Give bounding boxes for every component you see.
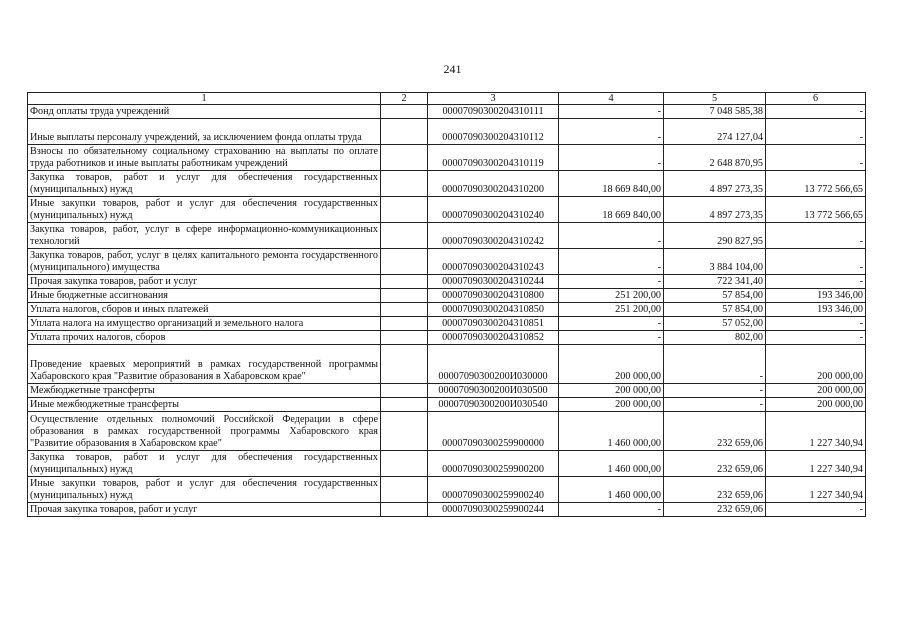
table-row xyxy=(28,317,866,331)
row-code-cell: 00007090300204310112 xyxy=(428,119,559,145)
row-col4-cell: - xyxy=(559,145,664,171)
header-row xyxy=(28,93,866,105)
row-col2-cell xyxy=(381,249,428,275)
row-col4-cell: - xyxy=(559,503,664,517)
row-col2-cell xyxy=(381,398,428,412)
row-col5-cell: 290 827,95 xyxy=(664,223,766,249)
row-code-cell: 00007090300204310243 xyxy=(428,249,559,275)
row-name-cell: Иные межбюджетные трансферты xyxy=(28,398,381,412)
row-col2-cell xyxy=(381,503,428,517)
row-col6-cell: - xyxy=(766,223,866,249)
header-cell-3: 3 xyxy=(428,93,559,105)
row-code-cell: 00007090300204310111 xyxy=(428,105,559,119)
row-col4-cell: 18 669 840,00 xyxy=(559,171,664,197)
row-code-cell: 00007090300200И030500 xyxy=(428,384,559,398)
row-col6-cell: - xyxy=(766,119,866,145)
row-col2-cell xyxy=(381,384,428,398)
row-col5-cell: 232 659,06 xyxy=(664,412,766,451)
row-name-cell: Иные бюджетные ассигнования xyxy=(28,289,381,303)
row-col5-cell: 722 341,40 xyxy=(664,275,766,289)
row-name-cell: Осуществление отдельных полномочий Российской Федерации в сфере образования в рамках государственной программы Хабаровского края "Развитие образования в Хабаровском крае" xyxy=(28,412,381,451)
row-col6-cell: 1 227 340,94 xyxy=(766,412,866,451)
row-col2-cell xyxy=(381,412,428,451)
row-col2-cell xyxy=(381,317,428,331)
row-col5-cell: 57 052,00 xyxy=(664,317,766,331)
table-row xyxy=(28,171,866,197)
header-cell-5: 5 xyxy=(664,93,766,105)
row-name-cell: Уплата прочих налогов, сборов xyxy=(28,331,381,345)
row-col6-cell: - xyxy=(766,145,866,171)
row-code-cell: 00007090300204310851 xyxy=(428,317,559,331)
row-col5-cell: 232 659,06 xyxy=(664,503,766,517)
table-row xyxy=(28,289,866,303)
row-name-cell: Закупка товаров, работ и услуг для обеспечения государственных (муниципальных) нужд xyxy=(28,171,381,197)
row-col2-cell xyxy=(381,477,428,503)
row-name-cell: Взносы по обязательному социальному страхованию на выплаты по оплате труда работников и иные выплаты работникам учреждений xyxy=(28,145,381,171)
table-row xyxy=(28,223,866,249)
row-col4-cell: - xyxy=(559,331,664,345)
row-col4-cell: - xyxy=(559,105,664,119)
row-col2-cell xyxy=(381,105,428,119)
row-col6-cell: 1 227 340,94 xyxy=(766,451,866,477)
row-code-cell: 00007090300259900244 xyxy=(428,503,559,517)
row-col6-cell: 13 772 566,65 xyxy=(766,171,866,197)
row-code-cell: 00007090300204310200 xyxy=(428,171,559,197)
row-col6-cell: 13 772 566,65 xyxy=(766,197,866,223)
page-number: 241 xyxy=(443,62,462,76)
row-col5-cell: 274 127,04 xyxy=(664,119,766,145)
row-code-cell: 00007090300204310244 xyxy=(428,275,559,289)
row-code-cell: 00007090300259900000 xyxy=(428,412,559,451)
row-col6-cell: 200 000,00 xyxy=(766,345,866,384)
row-col4-cell: 1 460 000,00 xyxy=(559,451,664,477)
table-row xyxy=(28,303,866,317)
row-name-cell: Фонд оплаты труда учреждений xyxy=(28,105,381,119)
table-row xyxy=(28,105,866,119)
row-col5-cell: 3 884 104,00 xyxy=(664,249,766,275)
row-col6-cell: - xyxy=(766,331,866,345)
row-col6-cell: - xyxy=(766,105,866,119)
table-row xyxy=(28,345,866,384)
row-col2-cell xyxy=(381,303,428,317)
table-row xyxy=(28,398,866,412)
row-col4-cell: 251 200,00 xyxy=(559,303,664,317)
row-code-cell: 00007090300204310850 xyxy=(428,303,559,317)
row-col5-cell: 2 648 870,95 xyxy=(664,145,766,171)
row-col4-cell: - xyxy=(559,249,664,275)
row-col2-cell xyxy=(381,275,428,289)
table-row xyxy=(28,249,866,275)
row-col4-cell: - xyxy=(559,317,664,331)
row-name-cell: Иные выплаты персоналу учреждений, за исключением фонда оплаты труда xyxy=(28,119,381,145)
row-col6-cell: - xyxy=(766,503,866,517)
table-row xyxy=(28,503,866,517)
row-col2-cell xyxy=(381,119,428,145)
row-col6-cell: 200 000,00 xyxy=(766,384,866,398)
row-name-cell: Закупка товаров, работ, услуг в сфере информационно-коммуникационных технологий xyxy=(28,223,381,249)
row-code-cell: 00007090300204310852 xyxy=(428,331,559,345)
row-code-cell: 00007090300259900240 xyxy=(428,477,559,503)
row-col5-cell: 232 659,06 xyxy=(664,451,766,477)
row-code-cell: 00007090300204310800 xyxy=(428,289,559,303)
header-cell-6: 6 xyxy=(766,93,866,105)
row-col4-cell: 1 460 000,00 xyxy=(559,477,664,503)
table-row xyxy=(28,145,866,171)
row-name-cell: Иные закупки товаров, работ и услуг для обеспечения государственных (муниципальных) нужд xyxy=(28,477,381,503)
row-col5-cell: 232 659,06 xyxy=(664,477,766,503)
row-col4-cell: 200 000,00 xyxy=(559,398,664,412)
row-col5-cell: 7 048 585,38 xyxy=(664,105,766,119)
row-col4-cell: 200 000,00 xyxy=(559,345,664,384)
row-name-cell: Прочая закупка товаров, работ и услуг xyxy=(28,275,381,289)
row-col4-cell: - xyxy=(559,275,664,289)
row-col5-cell: 4 897 273,35 xyxy=(664,197,766,223)
header-cell-1: 1 xyxy=(28,93,381,105)
table-body xyxy=(28,93,866,517)
table-row xyxy=(28,412,866,451)
row-col2-cell xyxy=(381,345,428,384)
row-col2-cell xyxy=(381,223,428,249)
row-name-cell: Межбюджетные трансферты xyxy=(28,384,381,398)
table-row xyxy=(28,384,866,398)
table-row xyxy=(28,119,866,145)
table-row xyxy=(28,451,866,477)
row-name-cell: Закупка товаров, работ и услуг для обеспечения государственных (муниципальных) нужд xyxy=(28,451,381,477)
table-row xyxy=(28,197,866,223)
row-code-cell: 00007090300204310242 xyxy=(428,223,559,249)
row-col4-cell: - xyxy=(559,119,664,145)
row-col5-cell: - xyxy=(664,398,766,412)
row-col5-cell: 4 897 273,35 xyxy=(664,171,766,197)
row-col6-cell: - xyxy=(766,317,866,331)
row-col6-cell: 200 000,00 xyxy=(766,398,866,412)
row-name-cell: Уплата налога на имущество организаций и земельного налога xyxy=(28,317,381,331)
budget-report-table xyxy=(27,92,866,517)
row-name-cell: Иные закупки товаров, работ и услуг для обеспечения государственных (муниципальных) нужд xyxy=(28,197,381,223)
row-col5-cell: - xyxy=(664,384,766,398)
header-cell-2: 2 xyxy=(381,93,428,105)
row-col2-cell xyxy=(381,289,428,303)
row-col4-cell: 200 000,00 xyxy=(559,384,664,398)
row-col2-cell xyxy=(381,197,428,223)
row-col6-cell: 193 346,00 xyxy=(766,303,866,317)
table-row xyxy=(28,331,866,345)
row-col6-cell: 193 346,00 xyxy=(766,289,866,303)
row-col6-cell: - xyxy=(766,275,866,289)
row-col4-cell: 18 669 840,00 xyxy=(559,197,664,223)
row-col6-cell: 1 227 340,94 xyxy=(766,477,866,503)
table-row xyxy=(28,275,866,289)
row-code-cell: 00007090300200И030000 xyxy=(428,345,559,384)
row-col2-cell xyxy=(381,331,428,345)
row-name-cell: Закупка товаров, работ, услуг в целях капитального ремонта государственного (муниципального) имущества xyxy=(28,249,381,275)
row-col4-cell: - xyxy=(559,223,664,249)
row-col2-cell xyxy=(381,145,428,171)
row-col5-cell: 57 854,00 xyxy=(664,289,766,303)
row-name-cell: Проведение краевых мероприятий в рамках государственной программы Хабаровского края "Развитие образования в Хабаровском крае" xyxy=(28,345,381,384)
row-col5-cell: 57 854,00 xyxy=(664,303,766,317)
row-col6-cell: - xyxy=(766,249,866,275)
row-col5-cell: 802,00 xyxy=(664,331,766,345)
row-code-cell: 00007090300200И030540 xyxy=(428,398,559,412)
header-cell-4: 4 xyxy=(559,93,664,105)
row-code-cell: 00007090300204310240 xyxy=(428,197,559,223)
table-row xyxy=(28,477,866,503)
row-col2-cell xyxy=(381,451,428,477)
row-name-cell: Прочая закупка товаров, работ и услуг xyxy=(28,503,381,517)
row-code-cell: 00007090300259900200 xyxy=(428,451,559,477)
row-name-cell: Уплата налогов, сборов и иных платежей xyxy=(28,303,381,317)
row-col4-cell: 1 460 000,00 xyxy=(559,412,664,451)
row-col2-cell xyxy=(381,171,428,197)
row-col5-cell: - xyxy=(664,345,766,384)
row-code-cell: 00007090300204310119 xyxy=(428,145,559,171)
row-col4-cell: 251 200,00 xyxy=(559,289,664,303)
